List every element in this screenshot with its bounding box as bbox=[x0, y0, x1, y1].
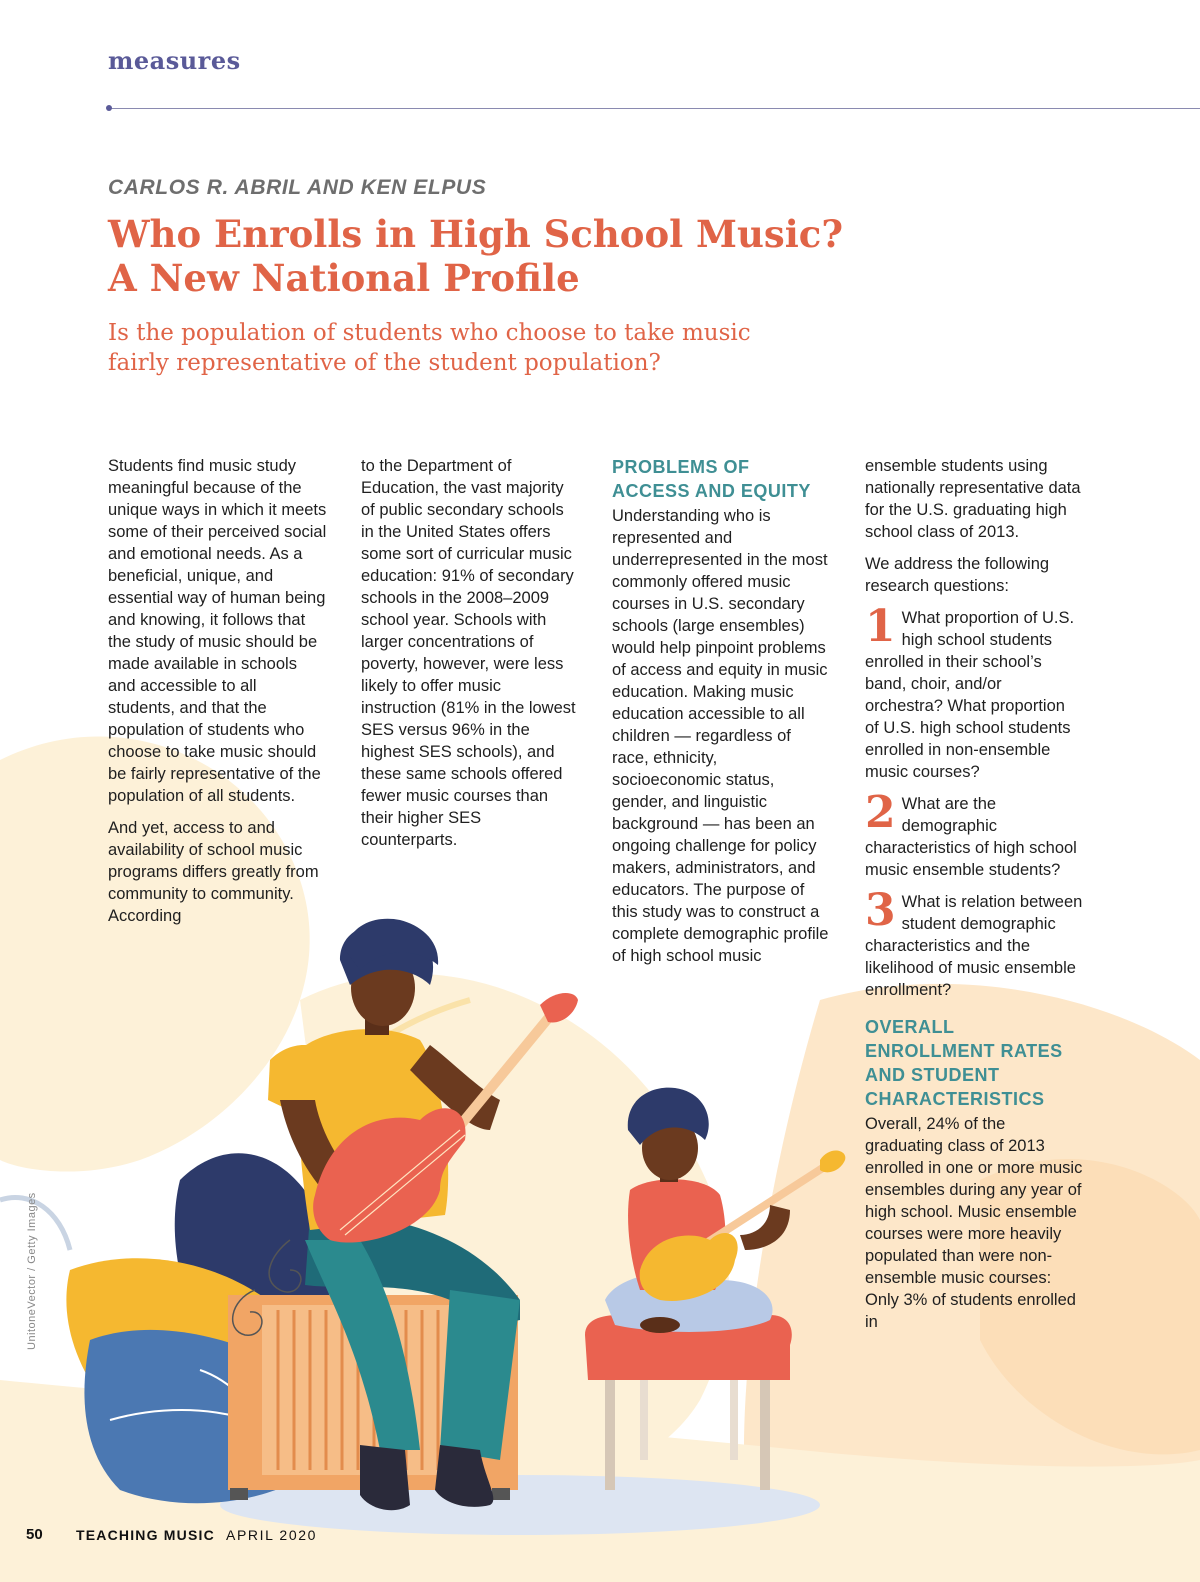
research-question-3 bbox=[865, 885, 1083, 1001]
header-rule-dot bbox=[106, 105, 112, 111]
paragraph: Students find music study meaningful because of the unique ways in which it meets some of their perceived social and emotional needs. As a beneficial, unique, and essential way of human being and knowing, it follows that the study of music should be made available in schools and accessible to all students, and that the population of students who choose to take music should be fairly representative of the population of all students. bbox=[108, 457, 327, 805]
question-text: What are the demographic characteristics of high school music ensemble students? bbox=[865, 795, 1077, 879]
issue-date: APRIL 2020 bbox=[226, 1527, 317, 1543]
section-heading: PROBLEMS OF ACCESS AND EQUITY bbox=[612, 457, 811, 501]
article-title bbox=[108, 212, 868, 300]
deck-line-2: fairly representative of the student population? bbox=[108, 350, 661, 376]
paragraph: Overall, 24% of the graduating class of 2013 enrolled in one or more music ensembles during any year of high school. Music ensemble courses were more heavily populated than were non-ensemble music courses: Only 3% of students enrolled in bbox=[865, 1115, 1083, 1331]
section-label: measures bbox=[108, 46, 241, 75]
paragraph: to the Department of Education, the vast majority of public secondary schools in the United States offers some sort of curricular music education: 91% of secondary schools in the 2008–2009 school year. Schools with larger concentrations of poverty, however, were less likely to offer music instruction (81% in the lowest SES versus 96% in the highest SES schools), and these same schools offered fewer music courses than their higher SES counterparts. bbox=[361, 457, 576, 849]
question-text: What proportion of U.S. high school students enrolled in their school’s band, choir, and/or orchestra? What proportion of U.S. high school students enrolled in non-ensemble music courses? bbox=[865, 609, 1075, 781]
header-rule bbox=[108, 108, 1200, 109]
research-question-2 bbox=[865, 787, 1083, 881]
question-number: 2 bbox=[865, 787, 896, 838]
byline: CARLOS R. ABRIL AND KEN ELPUS bbox=[108, 176, 487, 199]
paragraph: And yet, access to and availability of school music programs differs greatly from community to community. According bbox=[108, 819, 319, 925]
question-number: 1 bbox=[865, 601, 896, 652]
section-heading: OVERALL ENROLLMENT RATES AND STUDENT CHARACTERISTICS bbox=[865, 1017, 1063, 1109]
title-line-1: Who Enrolls in High School Music? bbox=[108, 212, 844, 256]
title-line-2: A New National Profile bbox=[108, 256, 580, 300]
article-deck bbox=[108, 318, 808, 378]
research-question-1 bbox=[865, 601, 1083, 783]
question-text: What is relation between student demographic characteristics and the likelihood of music ensemble enrollment? bbox=[865, 893, 1083, 999]
paragraph: ensemble students using nationally representative data for the U.S. graduating high school class of 2013. bbox=[865, 457, 1081, 541]
text-column-3 bbox=[612, 455, 830, 977]
paragraph: We address the following research questions: bbox=[865, 555, 1050, 595]
text-column-4 bbox=[865, 455, 1083, 1343]
text-column-1 bbox=[108, 455, 328, 937]
deck-line-1: Is the population of students who choose to take music bbox=[108, 320, 751, 346]
magazine-name: TEACHING MUSIC bbox=[76, 1527, 215, 1543]
text-column-2 bbox=[361, 455, 576, 861]
paragraph: Understanding who is represented and underrepresented in the most commonly offered music courses in U.S. secondary schools (large ensembles) would help pinpoint problems of access and equity in music education. Making music education accessible to all children — regardless of race, ethnicity, socioeconomic status, gender, and linguistic background — has been an ongoing challenge for policy makers, administrators, and educators. The purpose of this study was to construct a complete demographic profile of high school music bbox=[612, 507, 829, 965]
photo-credit: UnitoneVector / Getty Images bbox=[26, 1192, 38, 1350]
question-number: 3 bbox=[865, 885, 896, 936]
page-number: 50 bbox=[26, 1526, 43, 1543]
